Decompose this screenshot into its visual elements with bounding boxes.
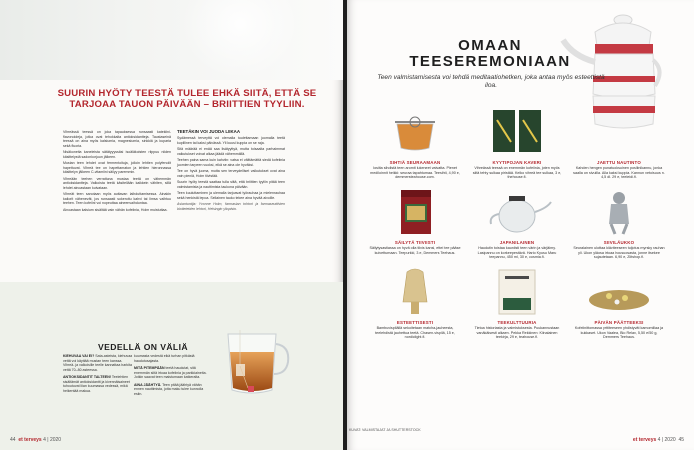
body-paragraph: Vihreässä teessä on joka tapauksessa runsaasti katekiini-flavonoideja, jotka ovat tehokkaita antioksidantteja. Taustaseinä teessä on aina myös kalsiumia, magnesiumia, sinkkiä ja kuparia sekä fluoria. bbox=[63, 130, 171, 148]
product-title: TEEKULTTUURIA bbox=[497, 320, 537, 325]
product-text: Iosiita sihdistä teen aromit lukeneet vaivatta. Pienet mediloinnit heikki: seuraa tapahtumaa. Teesihti, 4,90 e, demmersteahouse.com. bbox=[370, 166, 460, 180]
tea-steam-photo bbox=[0, 0, 343, 80]
body-paragraph: Nisäkoneita kaneleista sätätyyyssäsi isoäläkoisten riippuu niiden käsittelystä sadonkorjuun jälkeen. bbox=[63, 150, 171, 159]
page-footer-left bbox=[10, 437, 61, 443]
issue-number: 4 | 2020 bbox=[657, 437, 676, 443]
right-title: OMAAN TEESEREMONIAAN bbox=[409, 37, 571, 70]
body-column-right bbox=[177, 130, 285, 213]
product-title: ESTEETTISESTI bbox=[396, 320, 434, 325]
vedella-item: KIEHUVAA VAI EI? Sata-asteista, kiehuvaa vettä voi käyttää mustan teen kanssa. Vihreä- ja valkoisille teelle kannattaa harkita vettä 70–80 asteessa. bbox=[63, 354, 133, 372]
body-paragraph: Ainoastaan kalsium sisältää vain vähän kofeiinia, Holm muistuttaa. bbox=[63, 207, 168, 212]
vedella-item: MITÄ PITEMPÄÄN teetä haudutat, sitä enemmän siitä irtoaa kofeiinia ja parkkiaineita. Jotkin saavat teen maistumaan katkeralta. bbox=[134, 366, 207, 379]
section-heading: TEETÄKIN VOI JUODA LIIKAA bbox=[177, 129, 241, 134]
body-paragraph: Suurin hyöty teestä saattaa tulla siitä, että briittien tyyliin pitää teen valmistamista ja nauttimista taukona päivään. bbox=[177, 180, 285, 189]
page-number: 44 bbox=[10, 437, 16, 443]
tea-tin-image bbox=[367, 188, 463, 236]
body-paragraph: Teehen paina sama kuin kahviin: vatsa ei välttämättä siedä kofeiinia juomien tarpeen vuoksi, eikä se aina ole hyväksi. bbox=[177, 158, 285, 167]
product-title: SIIVILÄUKKO bbox=[603, 240, 635, 245]
product-text: Vihreässä teessä on enemmän kofeiinia, joten myös siitä tehty sulkaa piristää. Keiko vihreä tee sulkaa, 3 e, thehouse.fi. bbox=[472, 166, 562, 180]
product-title: SÄILYTÄ TIIVIISTI bbox=[394, 240, 436, 245]
right-page bbox=[347, 0, 694, 450]
source-note: Asiantuntija: Yvonne Holm, farmasian tohtori ja farmaseuttisten biotieteiden lehtori, Helsingin yliopisto. bbox=[177, 202, 285, 211]
glass-tea-cup-image bbox=[218, 326, 292, 396]
cup-stack-image bbox=[571, 108, 667, 156]
product-text: Tietoa historiasta ja valmistuksesta. Puukannustaan vanäkäisesti alkaen. Pekka Rekkinen: Kiinalainen teekirja, 29 e, teahouse.fi. bbox=[474, 326, 560, 340]
vedella-title: VEDELLÄ ON VÄLIÄ bbox=[98, 342, 188, 352]
herbal-tea-image bbox=[571, 268, 667, 316]
tea-bag-box-image bbox=[469, 108, 565, 156]
body-paragraph: Vihreät teen sanotaan myös auttavan laihduttamisessa. Ainakin kaliorit vähenevät, jos runsaasti sokeroitu kahvi tai limsa vaihtuu teehen. Teen kofeiini voi nopeuttaa aineenvaihduntaa. bbox=[63, 192, 171, 205]
product-text: Säilytysastiassa on hyvä olla tiivis kansi, ettei tee pääse kuivettumaan. Teepurkki, 3 e, Demmers Teehaus. bbox=[369, 246, 461, 255]
right-deck: Teen valmistamisesta voi tehdä meditaatiohetken, joka antaa myös esteettistä iloa. bbox=[377, 74, 605, 89]
vedella-item: ANTIOKSIDANTIT TALTEEN! Teelehtien sisältämät antioksidantit ja kivennäisaineet tuhoutuvat liian kuumassa vedessä, mikä heikentää makua. bbox=[63, 375, 130, 393]
issue-number: 4 | 2020 bbox=[43, 437, 62, 443]
product-text: Kofeiinittomassa yrttiteeseen yhdistyvät kamomillaa ja kukkaset. Ukon Vaalea, Bio Relax, 5,50 e/50 g, Demmers Teehaus. bbox=[574, 326, 664, 340]
vedella-item: kuumasta vedestä eikä turhan pitkästä haudutusajasta. bbox=[134, 354, 195, 363]
vedella-item: AINA JÄÄHTYÄ. Teen pitää jäähtyä vähän ennen nauttimista, jotta maku tulee kunnolla esiin. bbox=[134, 382, 204, 396]
body-paragraph: Teen kuuluttaminen ja ulemalla tarjoavat työrauhaa ja mielenrauhaa sekä henkistä lepoa. Sellainen tauko tekee aina hyvää aivoille. bbox=[177, 191, 285, 200]
photo-credit: KUVAT: VALMISTAJAT JA SHUTTERSTOCK bbox=[349, 428, 421, 432]
page-number: 45 bbox=[678, 437, 684, 443]
left-headline: SUURIN HYÖTY TEESTÄ TULEE EHKÄ SIITÄ, ETTÄ SE TARJOAA TAUON PÄIVÄÄN – BRIITTIEN TYYLIIN. bbox=[57, 88, 317, 110]
glass-teapot-image bbox=[469, 188, 565, 236]
body-paragraph: Tee on hyvä juoma, mutta sen terveydelliset vaikutukset ovat aina vain pieniä, Holm tiivistää. bbox=[177, 169, 285, 178]
body-column-left bbox=[63, 130, 171, 214]
page-footer-right bbox=[633, 437, 684, 443]
tea-book-image bbox=[469, 268, 565, 316]
product-text: Bambuvispilällä sekoitetaan matcha-jauheesta, teelehdistä jauhettua teetä. Chasen-vispilä, 15 e, nordiclight.fi. bbox=[375, 326, 455, 340]
body-paragraph: Mustan teen lehdet ovat fermentoituja, jolloin lehtien polyfenolit hapettuvat. Vihreä tee on hapettamaton ja lehtien hieronnassa käsittelyn jälkeen C-vitamiini säilyy paremmin. bbox=[63, 161, 171, 174]
vedella-column-left bbox=[63, 354, 133, 396]
infuser-figure-image bbox=[571, 188, 667, 236]
magazine-name: et terveys bbox=[632, 437, 657, 443]
tea-strainer-image bbox=[367, 108, 463, 156]
magazine-name: et terveys bbox=[18, 437, 42, 443]
product-title: JAETTU NAUTINTO bbox=[597, 160, 641, 165]
vedella-column-right bbox=[134, 354, 208, 399]
product-title: SIHTIÄ SEURAAMAAN bbox=[389, 160, 441, 165]
product-title: PÄIVÄN PÄÄTTEEKSI bbox=[594, 320, 644, 325]
left-page bbox=[0, 0, 343, 450]
product-text: Haudutin toistaa kauniisti teen värin ja värjäimy. Lasipannu on korkeepestävä. Hario Kyusu Maru teepannu, 450 ml, 30 e, cosmia.fi. bbox=[477, 246, 557, 260]
product-text: Seuralainen ulottaa kiäviteeseen tuijotus myrsky rauhan yli. Ukon yläosa irtoaa housuosasta, jonne itsekee sujautetaan. 6,90 e, Ziitshop.fi. bbox=[573, 246, 665, 260]
body-paragraph: Sydämessä terveyttä voi olemalla tuulettamaan juomalla teetä kupillinen tai kaksi päivässä. Yli kuusi kuppia on se raja. bbox=[177, 136, 285, 145]
bamboo-whisk-image bbox=[367, 268, 463, 316]
body-paragraph: Vihreään teehen verrattuna mustaa teetä on vähemmän antioksidantteja. Valkoista teetä käsitellään kaikkein vähiten, sillä lehdet ainoastaan kuivataan. bbox=[63, 176, 171, 190]
product-title: KYYTIPOJAN KAVERI bbox=[492, 160, 542, 165]
product-title: JAPANILAINEN bbox=[499, 240, 535, 245]
product-text: Kahden hengen punatuoksuinen posliinikannu, jonka saalla on sivuilla. Alla kaksi kuppia. Kannun vetoisuus n. 4,5 dl. 29 e, teeleidi.fi. bbox=[573, 166, 665, 180]
body-paragraph: Sitä määrää ei enää saa lisätyyttyä, mutta toisaalta parhaimmat vaikutukset voivat alkaa jäädä vähemmällä. bbox=[177, 147, 285, 156]
